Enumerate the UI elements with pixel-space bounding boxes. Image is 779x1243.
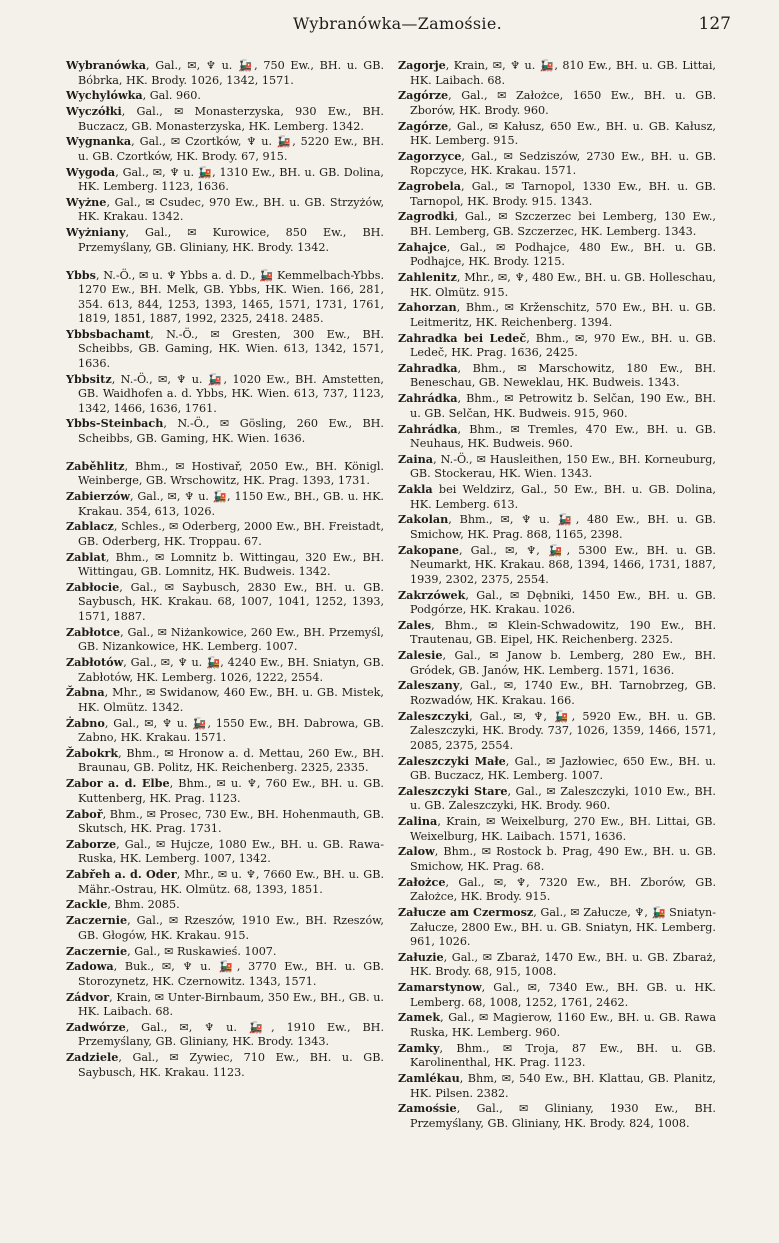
entry-headword: Zakopane: [398, 542, 459, 557]
entry-details: , Bhm., ✉ Marschowitz, 180 Ew., BH. Beneschau, GB. Neweklau, HK. Budweis. 1343.: [410, 361, 716, 390]
page-number: 127: [698, 14, 731, 34]
entry-details: , Gal., ✉ Csudec, 970 Ew., BH. u. GB. Strzyżów, HK. Krakau. 1342.: [78, 195, 384, 224]
entry-details: , Bhm., ✉ Rostock b. Prag, 490 Ew., BH. u. GB. Smichow, HK. Prag. 68.: [410, 845, 716, 873]
entry-headword: Zaborze: [66, 836, 117, 851]
entry-headword: Załucze am Czermosz: [398, 905, 534, 920]
entry-headword: Zagrodki: [398, 209, 455, 224]
gazetteer-entry: [398, 361, 716, 391]
gazetteer-entry: [66, 519, 384, 549]
entry-details: , Gal., ✉ Dębniki, 1450 Ew., BH. u. GB. Podgórze, HK. Krakau. 1026.: [410, 588, 716, 617]
gazetteer-entry: [66, 165, 384, 195]
gazetteer-entry: [398, 754, 716, 784]
gazetteer-entry: [66, 807, 384, 837]
entry-details: , Mhr., ✉, ♆, 480 Ew., BH. u. GB. Holleschau, HK. Olmütz. 915.: [410, 271, 716, 299]
gazetteer-entry: [398, 875, 716, 905]
entry-headword: Zahajce: [398, 239, 447, 254]
entry-headword: Zaina: [398, 451, 434, 466]
entry-details: , Krain, ✉, ♆ u. 🚂, 810 Ew., BH. u. GB. Littai, HK. Laibach. 68.: [410, 59, 716, 87]
gazetteer-entry: [66, 416, 384, 446]
gazetteer-entry: [398, 119, 716, 149]
entry-headword: Zagórze: [398, 118, 449, 133]
entry-details: , Gal., ✉ Załucze, ♆, 🚂 Sniatyn-Załucze, 2800 Ew., BH. u. GB. Sniatyn, HK. Lemberg. 961, 1026.: [410, 906, 716, 949]
entry-details: , Gal., ✉ Szczerzec bei Lemberg, 130 Ew., BH. Lemberg, GB. Szczerzec, HK. Lemberg. 1343.: [410, 210, 716, 238]
entry-headword: Zaběhlitz: [66, 458, 125, 473]
entry-details: , Gal., ✉ Jazłowiec, 650 Ew., BH. u. GB. Buczacz, HK. Lemberg. 1007.: [410, 754, 716, 783]
entry-headword: Zadwórze: [66, 1019, 126, 1034]
entry-details: , Bhm. 2085.: [107, 898, 180, 912]
gazetteer-entry: [66, 580, 384, 625]
gazetteer-entry: [398, 784, 716, 814]
gazetteer-entry: [66, 268, 384, 327]
entry-details: , N.-Ö., ✉ Hausleithen, 150 Ew., BH. Korneuburg, GB. Stockerau, HK. Wien. 1343.: [410, 452, 716, 481]
entry-headword: Zakrzówek: [398, 587, 466, 602]
entry-details: , Gal., ✉, 1740 Ew., BH. Tarnobrzeg, GB. Rozwadów, HK. Krakau. 166.: [410, 679, 716, 707]
gazetteer-entry: [66, 625, 384, 655]
gazetteer-entry: [66, 897, 384, 913]
entry-headword: Zabřeh a. d. Oder: [66, 867, 177, 882]
entry-details: , Bhm., ✉, ♆ u. 🚂, 480 Ew., BH. u. GB. Smichow, HK. Prag. 868, 1165, 2398.: [410, 513, 716, 541]
entry-details: , Gal., ✉, ♆ u. 🚂, 1310 Ew., BH. u. GB. Dolina, HK. Lemberg. 1123, 1636.: [78, 165, 384, 194]
gazetteer-entry: [398, 422, 716, 452]
entry-details: , Schles., ✉ Oderberg, 2000 Ew., BH. Freistadt, GB. Oderberg, HK. Troppau. 67.: [78, 520, 384, 548]
gazetteer-entry: [398, 648, 716, 678]
entry-details: , Gal., ✉, ♆ u. 🚂, 750 Ew., BH. u. GB. Bóbrka, HK. Brody. 1026, 1342, 1571.: [78, 59, 384, 87]
page-header: [64, 14, 731, 40]
gazetteer-entry: [398, 149, 716, 179]
entry-headword: Zabłotów: [66, 655, 124, 670]
gazetteer-entry: [66, 685, 384, 715]
gazetteer-entry: [398, 709, 716, 754]
entry-headword: Zamky: [398, 1040, 440, 1055]
entry-details: , Gal., ✉ Podhajce, 480 Ew., BH. u. GB. Podhajce, HK. Brody. 1215.: [410, 240, 716, 269]
entry-headword: Zales: [398, 617, 432, 632]
gazetteer-entry: [66, 716, 384, 746]
entry-headword: Zahradka: [398, 360, 458, 375]
entry-headword: Zamośsie: [398, 1101, 457, 1116]
entry-details: , Gal., ✉ Tarnopol, 1330 Ew., BH. u. GB. Tarnopol, HK. Brody. 915. 1343.: [410, 180, 716, 208]
entry-headword: Żabno: [66, 715, 105, 730]
entry-details: , N.-Ö., ✉ u. ♆ Ybbs a. d. D., 🚂 Kemmelbach-Ybbs. 1270 Ew., BH. Melk, GB. Ybbs, HK. Wien. 166, 281, 354. 613, 844, 1253, 1393, 1465, 1571, 1731, 1761, 1819, 1851, 1887, 1992, 2325, 2418. 2485.: [78, 268, 384, 326]
entry-details: , Gal., ✉ Monasterzyska, 930 Ew., BH. Buczacz, GB. Monasterzyska, HK. Lemberg. 1342.: [78, 105, 384, 133]
gazetteer-entry: [398, 814, 716, 844]
entry-details: , N.-Ö., ✉ Gösling, 260 Ew., BH. Scheibbs, GB. Gaming, HK. Wien. 1636.: [78, 417, 384, 445]
entry-headword: Wychylówka: [66, 88, 143, 103]
entry-headword: Ybbs-Steinbach: [66, 416, 164, 431]
gazetteer-entry: [66, 655, 384, 685]
left-column: [66, 58, 384, 1081]
gazetteer-entry: [398, 588, 716, 618]
gazetteer-entry: [66, 225, 384, 255]
entry-details: , Bhm, ✉, 540 Ew., BH. Klattau, GB. Planitz, HK. Pilsen. 2382.: [410, 1072, 716, 1100]
entry-details: , Gal., ✉ Zaleszczyki, 1010 Ew., BH. u. GB. Zaleszczyki, HK. Brody. 960.: [410, 784, 716, 813]
entry-headword: Zakolan: [398, 512, 449, 527]
entry-details: , Gal., ✉ Gliniany, 1930 Ew., BH. Przemyślany, GB. Gliniany, HK. Brody. 824, 1008.: [410, 1102, 716, 1130]
gazetteer-entry: [398, 543, 716, 588]
gazetteer-entry: [398, 209, 716, 239]
entry-details: , Gal., ✉ Zbaraż, 1470 Ew., BH. u. GB. Zbaraż, HK. Brody. 68, 915, 1008.: [410, 950, 716, 979]
gazetteer-entry: [66, 944, 384, 960]
entry-headword: Zaleszany: [398, 678, 460, 693]
entry-details: , Gal., ✉, 7340 Ew., BH. GB. u. HK. Lemberg. 68, 1008, 1252, 1761, 2462.: [410, 981, 716, 1009]
gazetteer-entry: [66, 104, 384, 134]
entry-details: , Bhm., ✉ Tremles, 470 Ew., BH. u. GB. Neuhaus, HK. Budweis. 960.: [410, 422, 716, 451]
entry-details: , Gal., ✉, ♆ u. 🚂, 1150 Ew., BH., GB. u. HK. Krakau. 354, 613, 1026.: [78, 490, 384, 518]
gazetteer-entry: [398, 844, 716, 874]
entry-headword: Wyczółki: [66, 104, 122, 119]
entry-details: , Bhm., ✉ Prosec, 730 Ew., BH. Hohenmauth, GB. Skutsch, HK. Prag. 1731.: [78, 807, 384, 836]
gazetteer-entry: [66, 58, 384, 88]
entry-headword: Zaleszczyki Małe: [398, 753, 506, 768]
gazetteer-entry: [66, 459, 384, 489]
gazetteer-entry: [398, 58, 716, 88]
gazetteer-entry: [398, 452, 716, 482]
entry-details: , Bhm., ✉ Hronow a. d. Mettau, 260 Ew., BH. Braunau, GB. Politz, HK. Reichenberg. 2325, 2335.: [78, 746, 384, 775]
gazetteer-entry: [66, 372, 384, 417]
entry-headword: Ybbsbachamt: [66, 326, 151, 341]
entry-headword: Zamek: [398, 1010, 441, 1025]
entry-headword: Zabłocie: [66, 579, 120, 594]
entry-headword: Załuzie: [398, 949, 444, 964]
entry-headword: Zaboř: [66, 806, 103, 821]
gazetteer-entry: [398, 270, 716, 300]
entry-details: bei Weldzirz, Gal., 50 Ew., BH. u. GB. Dolina, HK. Lemberg. 613.: [410, 483, 716, 511]
running-title: Wybranówka—Zamośsie.: [293, 14, 502, 33]
entry-details: , Bhm., ✉ Troja, 87 Ew., BH. u. GB. Karolinenthal, HK. Prag. 1123.: [410, 1041, 716, 1070]
entry-headword: Zamarstynow: [398, 980, 482, 995]
entry-details: , Bhm., ✉ u. ♆, 760 Ew., BH. u. GB. Kuttenberg, HK. Prag. 1123.: [78, 777, 384, 805]
entry-headword: Zalow: [398, 844, 435, 859]
gazetteer-entry: [66, 837, 384, 867]
gazetteer-entry: [398, 240, 716, 270]
entry-details: , Mhr., ✉ Swidanow, 460 Ew., BH. u. GB. Mistek, HK. Olmütz. 1342.: [78, 686, 384, 714]
entry-details: , Gal., ✉ Czortków, ♆ u. 🚂, 5220 Ew., BH. u. GB. Czortków, HK. Brody. 67, 915.: [78, 135, 384, 163]
entry-details: , Bhm., ✉ Lomnitz b. Wittingau, 320 Ew., BH. Wittingau, GB. Lomnitz, HK. Budweis. 1342.: [78, 550, 384, 579]
gazetteer-entry: [398, 88, 716, 118]
entry-headword: Zaleszczyki: [398, 708, 470, 723]
entry-headword: Zakla: [398, 482, 433, 497]
entry-headword: Zahorzan: [398, 300, 457, 315]
entry-details: , N.-Ö., ✉ Gresten, 300 Ew., BH. Scheibbs, GB. Gaming, HK. Wien. 613, 1342, 1571, 1636.: [78, 327, 384, 370]
entry-headword: Zagorje: [398, 58, 446, 72]
entry-headword: Wygoda: [66, 164, 116, 179]
entry-details: , Mhr., ✉ u. ♆, 7660 Ew., BH. u. GB. Mähr.-Ostrau, HK. Olmütz. 68, 1393, 1851.: [78, 868, 384, 896]
gazetteer-entry: [398, 512, 716, 542]
entry-headword: Zabierzów: [66, 489, 130, 504]
entry-details: , Gal., ✉ Kałusz, 650 Ew., BH. u. GB. Kałusz, HK. Lemberg. 915.: [410, 119, 716, 148]
entry-headword: Wyżne: [66, 194, 107, 209]
entry-details: , Gal., ✉ Saybusch, 2830 Ew., BH. u. GB. Saybusch, HK. Krakau. 68, 1007, 1041, 1252, 1393, 1571, 1887.: [78, 580, 384, 623]
gazetteer-entry: [66, 1020, 384, 1050]
gazetteer-entry: [66, 746, 384, 776]
entry-details: , Buk., ✉, ♆ u. 🚂, 3770 Ew., BH. u. GB. Storozynetz, HK. Czernowitz. 1343, 1571.: [78, 960, 384, 988]
entry-details: , Bhm., ✉ Krženschitz, 570 Ew., BH. u. GB. Leitmeritz, HK. Reichenberg. 1394.: [410, 301, 716, 329]
entry-headword: Wyżniany: [66, 225, 126, 240]
gazetteer-entry: [398, 905, 716, 950]
gazetteer-entry: [66, 88, 384, 104]
entry-details: , Gal., ✉ Ruskawieś. 1007.: [127, 944, 277, 958]
entry-headword: Zahlenitz: [398, 270, 457, 285]
gazetteer-entry: [398, 1101, 716, 1131]
entry-headword: Zamlékau: [398, 1071, 460, 1085]
entry-details: , Gal., ✉, ♆ u. 🚂, 1550 Ew., BH. Dabrowa, GB. Zabno, HK. Krakau. 1571.: [78, 716, 384, 745]
entry-details: , Bhm., ✉ Klein-Schwadowitz, 190 Ew., BH. Trautenau, GB. Eipel, HK. Reichenberg. 2325.: [410, 618, 716, 647]
entry-details: , N.-Ö., ✉, ♆ u. 🚂, 1020 Ew., BH. Amstetten, GB. Waidhofen a. d. Ybbs, HK. Wien. 613, 737, 1123, 1342, 1466, 1636, 1761.: [78, 372, 384, 415]
entry-headword: Zaczernie: [66, 943, 128, 958]
entry-headword: Ybbsitz: [66, 371, 112, 386]
gazetteer-entry: [66, 327, 384, 372]
gazetteer-entry: [398, 1071, 716, 1101]
entry-details: , Gal., ✉, ♆ u. 🚂, 1910 Ew., BH. Przemyślany, GB. Gliniany, HK. Brody. 1343.: [78, 1020, 384, 1049]
entry-headword: Zabłotce: [66, 624, 121, 639]
gazetteer-entry: [398, 300, 716, 330]
entry-details: , Gal., ✉ Kurowice, 850 Ew., BH. Przemyślany, GB. Gliniany, HK. Brody. 1342.: [78, 226, 384, 254]
gazetteer-entry: [66, 959, 384, 989]
section-gap: [66, 447, 384, 459]
gazetteer-entry: [398, 980, 716, 1010]
entry-details: , Gal., ✉ Niżankowice, 260 Ew., BH. Przemyśl, GB. Nizankowice, HK. Lemberg. 1007.: [78, 625, 384, 654]
section-gap: [66, 256, 384, 268]
entry-details: , Gal., ✉ Rzeszów, 1910 Ew., BH. Rzeszów, GB. Głogów, HK. Krakau. 915.: [78, 914, 384, 942]
entry-details: , Gal., ✉ Założce, 1650 Ew., BH. u. GB. Zborów, HK. Brody. 960.: [410, 89, 716, 117]
gazetteer-entry: [66, 489, 384, 519]
entry-details: , Gal., ✉, ♆, 🚂, 5300 Ew., BH. u. GB. Neumarkt, HK. Krakau. 868, 1394, 1466, 1731, 1887, 1939, 2302, 2375, 2554.: [410, 543, 716, 586]
entry-headword: Zagrobela: [398, 179, 462, 194]
entry-headword: Zabor a. d. Elbe: [66, 776, 170, 791]
gazetteer-entry: [66, 867, 384, 897]
entry-headword: Wygnanka: [66, 134, 132, 149]
entry-headword: Zahrádka: [398, 421, 458, 436]
entry-headword: Zahrádka: [398, 391, 458, 406]
entry-details: , Gal., ✉, ♆, 7320 Ew., BH. Zborów, GB. Założce, HK. Brody. 915.: [410, 875, 716, 904]
entry-headword: Założce: [398, 874, 446, 889]
gazetteer-entry: [398, 391, 716, 421]
entry-headword: Zádvor: [66, 989, 110, 1004]
entry-details: , Gal., ✉, ♆ u. 🚂, 4240 Ew., BH. Sniatyn, GB. Zabłotów, HK. Lemberg. 1026, 1222, 2554.: [78, 656, 384, 684]
right-column: [398, 58, 716, 1132]
gazetteer-entry: [66, 990, 384, 1020]
entry-details: , Gal., ✉ Janow b. Lemberg, 280 Ew., BH. Gródek, GB. Janów, HK. Lemberg. 1571, 1636.: [410, 649, 716, 677]
entry-details: , Bhm., ✉ Petrowitz b. Selčan, 190 Ew., BH. u. GB. Selčan, HK. Budweis. 915, 960.: [410, 392, 716, 420]
entry-headword: Zablat: [66, 549, 106, 564]
entry-headword: Zablacz: [66, 519, 114, 534]
gazetteer-entry: [398, 1010, 716, 1040]
gazetteer-entry: [66, 134, 384, 164]
entry-details: , Gal., ✉ Zywiec, 710 Ew., BH. u. GB. Saybusch, HK. Krakau. 1123.: [78, 1051, 384, 1079]
gazetteer-entry: [66, 776, 384, 806]
gazetteer-entry: [66, 195, 384, 225]
gazetteer-entry: [398, 618, 716, 648]
gazetteer-entry: [66, 1050, 384, 1080]
entry-details: , Bhm., ✉ Hostivař, 2050 Ew., BH. Königl. Weinberge, GB. Wrschowitz, HK. Prag. 1393, 1731.: [78, 459, 384, 488]
entry-headword: Zalina: [398, 814, 438, 829]
entry-headword: Ybbs: [66, 267, 96, 282]
gazetteer-entry: [398, 678, 716, 708]
entry-details: , Gal., ✉ Hujcze, 1080 Ew., BH. u. GB. Rawa-Ruska, HK. Lemberg. 1007, 1342.: [78, 837, 384, 866]
entry-headword: Zahradka bei Ledeč: [398, 330, 527, 345]
entry-headword: Zackle: [66, 897, 108, 912]
entry-headword: Zaleszczyki Stare: [398, 783, 508, 798]
gazetteer-entry: [66, 550, 384, 580]
entry-details: , Bhm., ✉, 970 Ew., BH. u. GB. Ledeč, HK. Prag. 1636, 2425.: [410, 331, 716, 360]
entry-headword: Žabna: [66, 685, 105, 700]
gazetteer-entry: [398, 950, 716, 980]
entry-headword: Zadowa: [66, 959, 114, 974]
gazetteer-entry: [398, 179, 716, 209]
entry-headword: Zagorzyce: [398, 148, 462, 163]
entry-details: , Gal., ✉, ♆, 🚂, 5920 Ew., BH. u. GB. Zaleszczyki, HK. Brody. 737, 1026, 1359, 1466, 1571, 2085, 2375, 2554.: [410, 709, 716, 752]
entry-details: , Krain, ✉ Weixelburg, 270 Ew., BH. Littai, GB. Weixelburg, HK. Laibach. 1571, 1636.: [410, 815, 716, 843]
entry-details: , Gal. 960.: [142, 89, 201, 103]
gazetteer-entry: [398, 1041, 716, 1071]
gazetteer-entry: [398, 331, 716, 361]
gazetteer-entry: [398, 482, 716, 512]
gazetteer-entry: [66, 913, 384, 943]
entry-headword: Zaczernie: [66, 913, 128, 928]
entry-headword: Zagórze: [398, 88, 449, 103]
entry-headword: Wybranówka: [66, 58, 147, 72]
entry-details: , Gal., ✉ Magierow, 1160 Ew., BH. u. GB. Rawa Ruska, HK. Lemberg. 960.: [410, 1011, 716, 1039]
entry-headword: Žabokrk: [66, 745, 119, 760]
entry-headword: Zalesie: [398, 648, 443, 663]
entry-details: , Krain, ✉ Unter-Birnbaum, 350 Ew., BH., GB. u. HK. Laibach. 68.: [78, 990, 384, 1019]
entry-details: , Gal., ✉ Sedziszów, 2730 Ew., BH. u. GB. Ropczyce, HK. Krakau. 1571.: [410, 149, 716, 178]
entry-headword: Zadziele: [66, 1050, 119, 1065]
